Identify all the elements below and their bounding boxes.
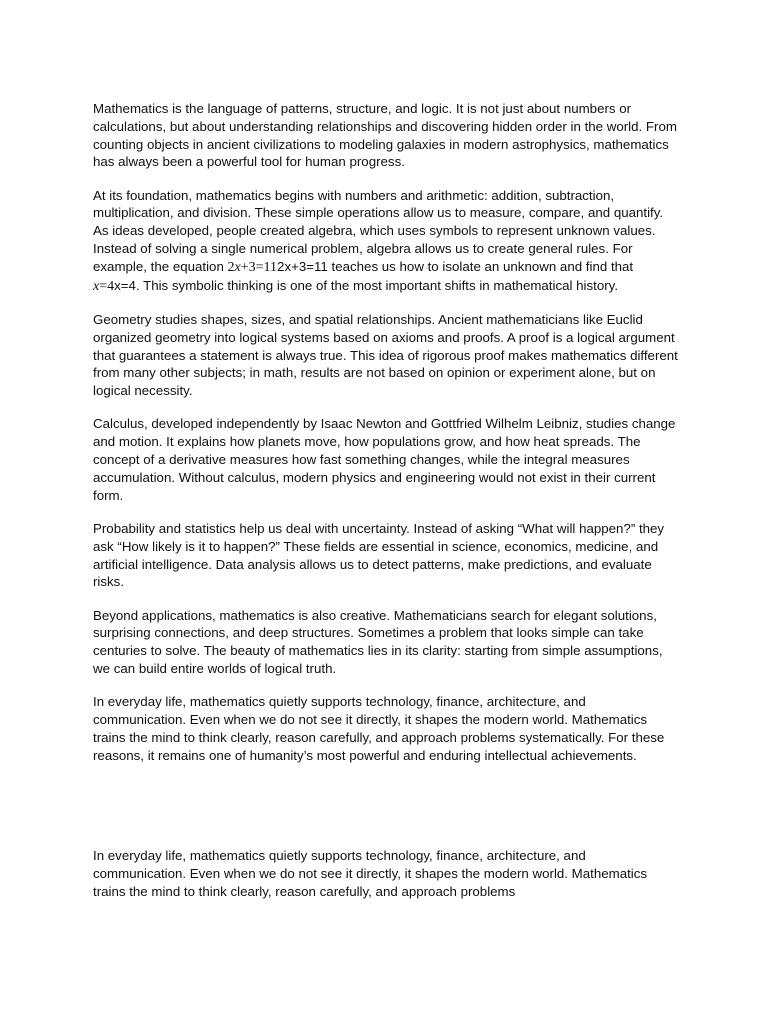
paragraph-probability: Probability and statistics help us deal with uncertainty. Instead of asking “What will happen?” they ask “How likely is it to happen?” These fields are essential in science, economics, medicine, and artificial intelligence. Data analysis allows us to detect patterns, make predictions, and evaluate risks.: [93, 520, 665, 590]
blank-space: [93, 780, 678, 847]
paragraph-arithmetic-algebra: [93, 187, 678, 296]
paragraph-everyday-life-repeat: In everyday life, mathematics quietly supports technology, finance, architecture, and communication. Even when we do not see it directly, it shapes the modern world. Mathematics trains the mind to think clearly, reason carefully, and approach problems: [93, 848, 648, 899]
math-solution-plain: x=4: [114, 277, 136, 293]
math-equation: [228, 260, 278, 275]
math-coefficient: 2: [227, 259, 235, 275]
paragraph-everyday-life: In everyday life, mathematics quietly supports technology, finance, architecture, and communication. Even when we do not see it directly, it shapes the modern world. Mathematics trains the mind to think clearly, reason carefully, and approach problems systematically. For these reasons, it remains one of humanity’s most powerful and enduring intellectual achievements.: [93, 694, 665, 763]
paragraph-intro: Mathematics is the language of patterns, structure, and logic. It is not just about numbers or calculations, but about understanding relationships and discovering hidden order in the world. From counting objects in ancient civilizations to modeling galaxies in modern astrophysics, mathematics has always been a powerful tool for human progress.: [93, 101, 677, 170]
paragraph-text: teaches us how to isolate an unknown and find that: [327, 258, 634, 274]
paragraph-text: . This symbolic thinking is one of the most important shifts in mathematical history.: [135, 277, 619, 293]
math-equation-plain: 2x+3=11: [277, 258, 328, 274]
math-rest: =4: [99, 278, 115, 294]
document-page: [93, 100, 678, 916]
paragraph-text: At its foundation, mathematics begins with numbers and arithmetic: addition, subtraction, multiplication, and division. These simple operations allow us to measure, compare, and quantify. As ideas developed, people created algebra, which uses symbols to represent unknown values. Instead of solving a single numerical problem, algebra allows us to create general rules. For example, the equation: [93, 187, 664, 274]
paragraph-geometry: Geometry studies shapes, sizes, and spatial relationships. Ancient mathematicians like Euclid organized geometry into logical systems based on axioms and proofs. A proof is a logical argument that guarantees a statement is always true. This idea of rigorous proof makes mathematics different from many other subjects; in math, results are not based on opinion or experiment alone, but on logical necessity.: [93, 311, 678, 399]
paragraph-creativity: Beyond applications, mathematics is also creative. Mathematicians search for elegant solutions, surprising connections, and deep structures. Sometimes a problem that looks simple can take centuries to solve. The beauty of mathematics lies in its clarity: starting from simple assumptions, we can build entire worlds of logical truth.: [93, 607, 663, 677]
math-rest: +3=11: [240, 259, 278, 275]
paragraph-calculus: Calculus, developed independently by Isaac Newton and Gottfried Wilhelm Leibniz, studies change and motion. It explains how planets move, how populations grow, and how heat spreads. The concept of a derivative measures how fast something changes, while the integral measures accumulation. Without calculus, modern physics and engineering would not exist in their current form.: [93, 416, 676, 503]
math-variable: x: [234, 259, 241, 275]
math-solution: [93, 279, 114, 294]
math-variable: x: [93, 278, 100, 294]
